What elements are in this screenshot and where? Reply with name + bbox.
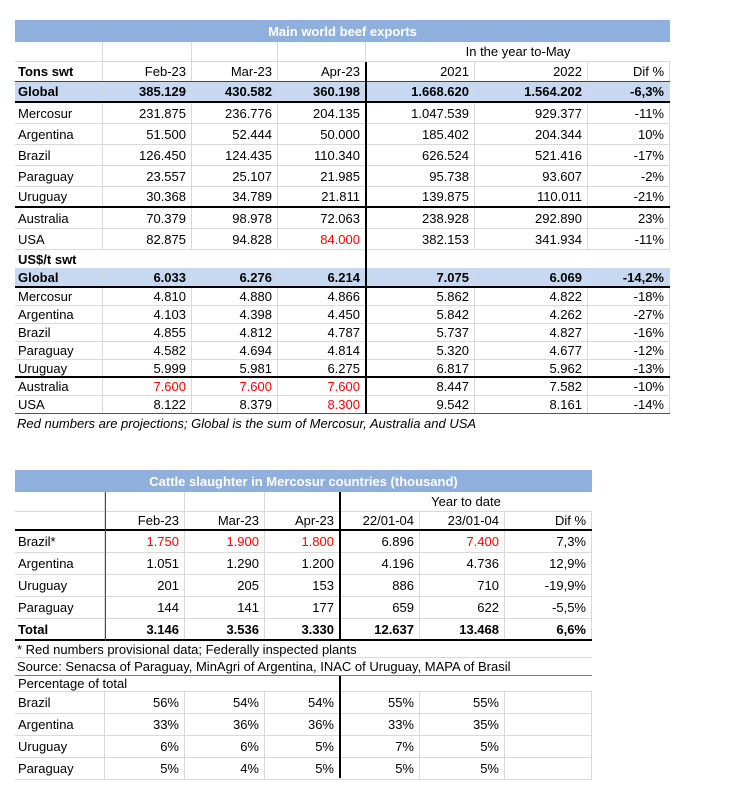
cell-value: 521.416 — [475, 145, 588, 165]
cell-value: -18% — [588, 288, 670, 305]
cell-value: 4.787 — [278, 324, 366, 341]
cell-value: 1.051 — [105, 553, 185, 574]
cell-value: -12% — [588, 342, 670, 359]
cell-value: 126.450 — [103, 145, 192, 165]
cell-value: 72.063 — [278, 208, 366, 228]
cell-value: 5.842 — [366, 306, 475, 323]
cell-value: 177 — [265, 597, 340, 618]
cell-value: 4.810 — [103, 288, 192, 305]
cell-value: 7.075 — [366, 268, 475, 286]
table-row — [15, 187, 670, 208]
row-label: Mercosur — [15, 103, 103, 123]
cell-value: 4.812 — [192, 324, 278, 341]
cell-value: 3.330 — [265, 619, 340, 639]
slaughter-section — [15, 531, 592, 641]
cell-value: 185.402 — [366, 124, 475, 144]
tons-section — [15, 82, 670, 250]
cell-value: 3.536 — [185, 619, 265, 639]
empty-cell — [15, 492, 105, 511]
table-title: Cattle slaughter in Mercosur countries (thousand) — [149, 473, 458, 489]
column-header: 2022 — [475, 62, 588, 81]
table-row — [15, 531, 592, 553]
cell-value: 4.880 — [192, 288, 278, 305]
row-label: Australia — [15, 208, 103, 228]
row-label: Total — [15, 619, 105, 639]
cell-value: 4.694 — [192, 342, 278, 359]
cell-value: 292.890 — [475, 208, 588, 228]
row-label: Global — [15, 268, 103, 286]
cell-value: 8.122 — [103, 396, 192, 413]
row-label: Uruguay — [15, 575, 105, 596]
cell-value: 55% — [420, 692, 505, 713]
cell-value: 84.000 — [278, 229, 366, 249]
table-row — [15, 208, 670, 229]
empty-cell — [103, 42, 192, 61]
cell-value: 1.800 — [265, 531, 340, 552]
column-header: Tons swt — [15, 62, 103, 81]
cell-value: 659 — [340, 597, 420, 618]
table-row — [15, 103, 670, 124]
cell-value: 5% — [420, 758, 505, 779]
column-header: Feb-23 — [103, 62, 192, 81]
cell-value: 5% — [265, 736, 340, 757]
row-label: Brazil* — [15, 531, 105, 552]
price-section — [15, 268, 670, 414]
cell-value — [505, 692, 592, 713]
cell-value: 5.999 — [103, 360, 192, 376]
cell-value: 13.468 — [420, 619, 505, 639]
span-header: In the year to-May — [465, 44, 571, 59]
cell-value: 929.377 — [475, 103, 588, 123]
cell-value: 56% — [105, 692, 185, 713]
table-row — [15, 396, 670, 414]
empty-cell — [265, 492, 340, 511]
row-label: Uruguay — [15, 360, 103, 376]
cell-value: -11% — [588, 229, 670, 249]
column-header: Mar-23 — [185, 512, 265, 529]
cell-value: -5,5% — [505, 597, 592, 618]
column-header: Dif % — [505, 512, 592, 529]
row-label: Brazil — [15, 324, 103, 341]
cell-value: 144 — [105, 597, 185, 618]
cell-value — [505, 758, 592, 779]
cell-value: -11% — [588, 103, 670, 123]
cell-value: 95.738 — [366, 166, 475, 186]
cell-value: 8.379 — [192, 396, 278, 413]
cell-value: 4.855 — [103, 324, 192, 341]
cell-value: 231.875 — [103, 103, 192, 123]
cell-value: 4% — [185, 758, 265, 779]
column-header: Feb-23 — [105, 512, 185, 529]
beef-exports-table — [15, 20, 670, 433]
cell-value: 1.668.620 — [366, 82, 475, 101]
cell-value: 82.875 — [103, 229, 192, 249]
cell-value: 5.862 — [366, 288, 475, 305]
cell-value: 4.822 — [475, 288, 588, 305]
cell-value: 360.198 — [278, 82, 366, 101]
cell-value: 7.600 — [278, 378, 366, 395]
cell-value: 6.276 — [192, 268, 278, 286]
thick-divider-line — [365, 62, 367, 414]
footnote: * Red numbers provisional data; Federally inspected plants — [15, 641, 592, 658]
source-note: Source: Senacsa of Paraguay, MinAgri of Argentina, INAC of Uruguay, MAPA of Brasil — [15, 658, 592, 676]
cell-value: 4.866 — [278, 288, 366, 305]
cell-value: 5.320 — [366, 342, 475, 359]
cell-value: 4.827 — [475, 324, 588, 341]
cell-value: 5% — [265, 758, 340, 779]
thick-divider-line — [339, 492, 341, 641]
cell-value: 1.900 — [185, 531, 265, 552]
cell-value: 21.985 — [278, 166, 366, 186]
empty-cell — [192, 42, 278, 61]
table-row — [15, 360, 670, 378]
empty-cell — [278, 42, 366, 61]
cell-value: 341.934 — [475, 229, 588, 249]
table-row — [15, 288, 670, 306]
row-label: USA — [15, 229, 103, 249]
cell-value: 30.368 — [103, 187, 192, 206]
cell-value: 1.750 — [105, 531, 185, 552]
column-header-row — [15, 512, 592, 531]
cell-value: 4.196 — [340, 553, 420, 574]
cell-value: 5% — [340, 758, 420, 779]
cell-value: 6.896 — [340, 531, 420, 552]
empty-cell — [185, 492, 265, 511]
cell-value: 55% — [340, 692, 420, 713]
column-header: 22/01-04 — [340, 512, 420, 529]
cell-value: 23.557 — [103, 166, 192, 186]
cell-value: 4.450 — [278, 306, 366, 323]
table-row — [15, 736, 592, 758]
cell-value: 6.817 — [366, 360, 475, 376]
row-label: Brazil — [15, 145, 103, 165]
table-title: Main world beef exports — [268, 23, 417, 39]
table-row — [15, 342, 670, 360]
cell-value: -21% — [588, 187, 670, 206]
cell-value: 1.564.202 — [475, 82, 588, 101]
cell-value: 1.290 — [185, 553, 265, 574]
column-header: Dif % — [588, 62, 670, 81]
table-row — [15, 619, 592, 641]
cell-value: 52.444 — [192, 124, 278, 144]
cell-value: 7,3% — [505, 531, 592, 552]
row-label: Paraguay — [15, 758, 105, 779]
table-row — [15, 575, 592, 597]
cell-value: 34.789 — [192, 187, 278, 206]
cell-value: -16% — [588, 324, 670, 341]
row-label: Brazil — [15, 692, 105, 713]
cell-value: 5.962 — [475, 360, 588, 376]
empty-cell — [105, 492, 185, 511]
cell-value: 7.582 — [475, 378, 588, 395]
cell-value: 4.736 — [420, 553, 505, 574]
cell-value: 12,9% — [505, 553, 592, 574]
row-label: Argentina — [15, 714, 105, 735]
row-label: Mercosur — [15, 288, 103, 305]
cell-value: 886 — [340, 575, 420, 596]
cell-value: 8.447 — [366, 378, 475, 395]
table-row — [15, 553, 592, 575]
table-row — [15, 714, 592, 736]
cell-value: 430.582 — [192, 82, 278, 101]
cell-value: 5% — [420, 736, 505, 757]
cell-value: 36% — [185, 714, 265, 735]
cell-value: -2% — [588, 166, 670, 186]
table-row — [15, 82, 670, 103]
cell-value: -14,2% — [588, 268, 670, 286]
row-label: Argentina — [15, 124, 103, 144]
cell-value: 4.814 — [278, 342, 366, 359]
cell-value: 93.607 — [475, 166, 588, 186]
cell-value: -10% — [588, 378, 670, 395]
cell-value: 4.677 — [475, 342, 588, 359]
cell-value: -27% — [588, 306, 670, 323]
cell-value: 6.069 — [475, 268, 588, 286]
cell-value: 124.435 — [192, 145, 278, 165]
cell-value: 35% — [420, 714, 505, 735]
column-header: Mar-23 — [192, 62, 278, 81]
cell-value: 33% — [340, 714, 420, 735]
cell-value: 33% — [105, 714, 185, 735]
cell-value: 7.600 — [192, 378, 278, 395]
table-row — [15, 306, 670, 324]
row-label: USA — [15, 396, 103, 413]
cell-value — [505, 736, 592, 757]
column-header: Apr-23 — [265, 512, 340, 529]
cell-value: 4.398 — [192, 306, 278, 323]
cell-value: 141 — [185, 597, 265, 618]
span-header-row — [15, 492, 592, 512]
cell-value: 5.737 — [366, 324, 475, 341]
label-column-divider-line — [105, 492, 106, 641]
table-row — [15, 758, 592, 780]
cell-value: -13% — [588, 360, 670, 376]
cell-value: 70.379 — [103, 208, 192, 228]
footnote: Red numbers are projections; Global is the sum of Mercosur, Australia and USA — [17, 416, 477, 431]
cell-value: 98.978 — [192, 208, 278, 228]
cell-value: 204.135 — [278, 103, 366, 123]
table-row — [15, 324, 670, 342]
span-header: Year to date — [431, 494, 501, 509]
cell-value: -19,9% — [505, 575, 592, 596]
row-label: Paraguay — [15, 166, 103, 186]
cell-value: 6.033 — [103, 268, 192, 286]
cell-value: 622 — [420, 597, 505, 618]
column-header-row — [15, 62, 670, 82]
cattle-slaughter-table — [15, 470, 592, 780]
cell-value: 7.400 — [420, 531, 505, 552]
cell-value: 139.875 — [366, 187, 475, 206]
table-row — [15, 268, 670, 288]
cell-value: 626.524 — [366, 145, 475, 165]
cell-value: 110.340 — [278, 145, 366, 165]
column-header: Apr-23 — [278, 62, 366, 81]
row-label: Global — [15, 82, 103, 101]
percentage-section — [15, 692, 592, 780]
column-header: 2021 — [366, 62, 475, 81]
cell-value: 110.011 — [475, 187, 588, 206]
cell-value: -14% — [588, 396, 670, 413]
table-row — [15, 145, 670, 166]
cell-value: 12.637 — [340, 619, 420, 639]
table-title-bar — [15, 470, 592, 492]
cell-value: 1.047.539 — [366, 103, 475, 123]
cell-value — [505, 714, 592, 735]
cell-value: 7.600 — [103, 378, 192, 395]
cell-value: 9.542 — [366, 396, 475, 413]
cell-value: 238.928 — [366, 208, 475, 228]
row-label: Argentina — [15, 306, 103, 323]
row-label: Australia — [15, 378, 103, 395]
cell-value: 205 — [185, 575, 265, 596]
row-label: Uruguay — [15, 736, 105, 757]
cell-value: -6,3% — [588, 82, 670, 101]
cell-value: 153 — [265, 575, 340, 596]
cell-value: 54% — [185, 692, 265, 713]
cell-value: 94.828 — [192, 229, 278, 249]
cell-value: 8.161 — [475, 396, 588, 413]
cell-value: 385.129 — [103, 82, 192, 101]
cell-value: 4.262 — [475, 306, 588, 323]
cell-value: 4.582 — [103, 342, 192, 359]
cell-value: 36% — [265, 714, 340, 735]
table-row — [15, 124, 670, 145]
cell-value: 5.981 — [192, 360, 278, 376]
cell-value: 236.776 — [192, 103, 278, 123]
cell-value: 204.344 — [475, 124, 588, 144]
row-label: Argentina — [15, 553, 105, 574]
cell-value: 10% — [588, 124, 670, 144]
cell-value: 50.000 — [278, 124, 366, 144]
cell-value: 6% — [105, 736, 185, 757]
table-row — [15, 597, 592, 619]
cell-value: 6% — [185, 736, 265, 757]
cell-value: 25.107 — [192, 166, 278, 186]
span-header-row — [15, 42, 670, 62]
cell-value: 6.214 — [278, 268, 366, 286]
cell-value: -17% — [588, 145, 670, 165]
table-row — [15, 166, 670, 187]
cell-value: 8.300 — [278, 396, 366, 413]
cell-value: 1.200 — [265, 553, 340, 574]
cell-value: 5% — [105, 758, 185, 779]
column-header: 23/01-04 — [420, 512, 505, 529]
row-label: Paraguay — [15, 342, 103, 359]
cell-value: 3.146 — [105, 619, 185, 639]
table-row — [15, 229, 670, 250]
cell-value: 382.153 — [366, 229, 475, 249]
row-label: Uruguay — [15, 187, 103, 206]
cell-value: 710 — [420, 575, 505, 596]
row-label: Paraguay — [15, 597, 105, 618]
price-section-label: US$/t swt — [18, 251, 77, 267]
column-header — [15, 512, 105, 529]
table-title-bar — [15, 20, 670, 42]
cell-value: 21.811 — [278, 187, 366, 206]
cell-value: 7% — [340, 736, 420, 757]
cell-value: 23% — [588, 208, 670, 228]
cell-value: 4.103 — [103, 306, 192, 323]
cell-value: 6,6% — [505, 619, 592, 639]
empty-cell — [15, 42, 103, 61]
table-row — [15, 692, 592, 714]
percentage-section-label: Percentage of total — [15, 676, 592, 692]
table-row — [15, 378, 670, 396]
cell-value: 6.275 — [278, 360, 366, 376]
cell-value: 54% — [265, 692, 340, 713]
cell-value: 51.500 — [103, 124, 192, 144]
thick-divider-line — [339, 676, 341, 778]
cell-value: 201 — [105, 575, 185, 596]
